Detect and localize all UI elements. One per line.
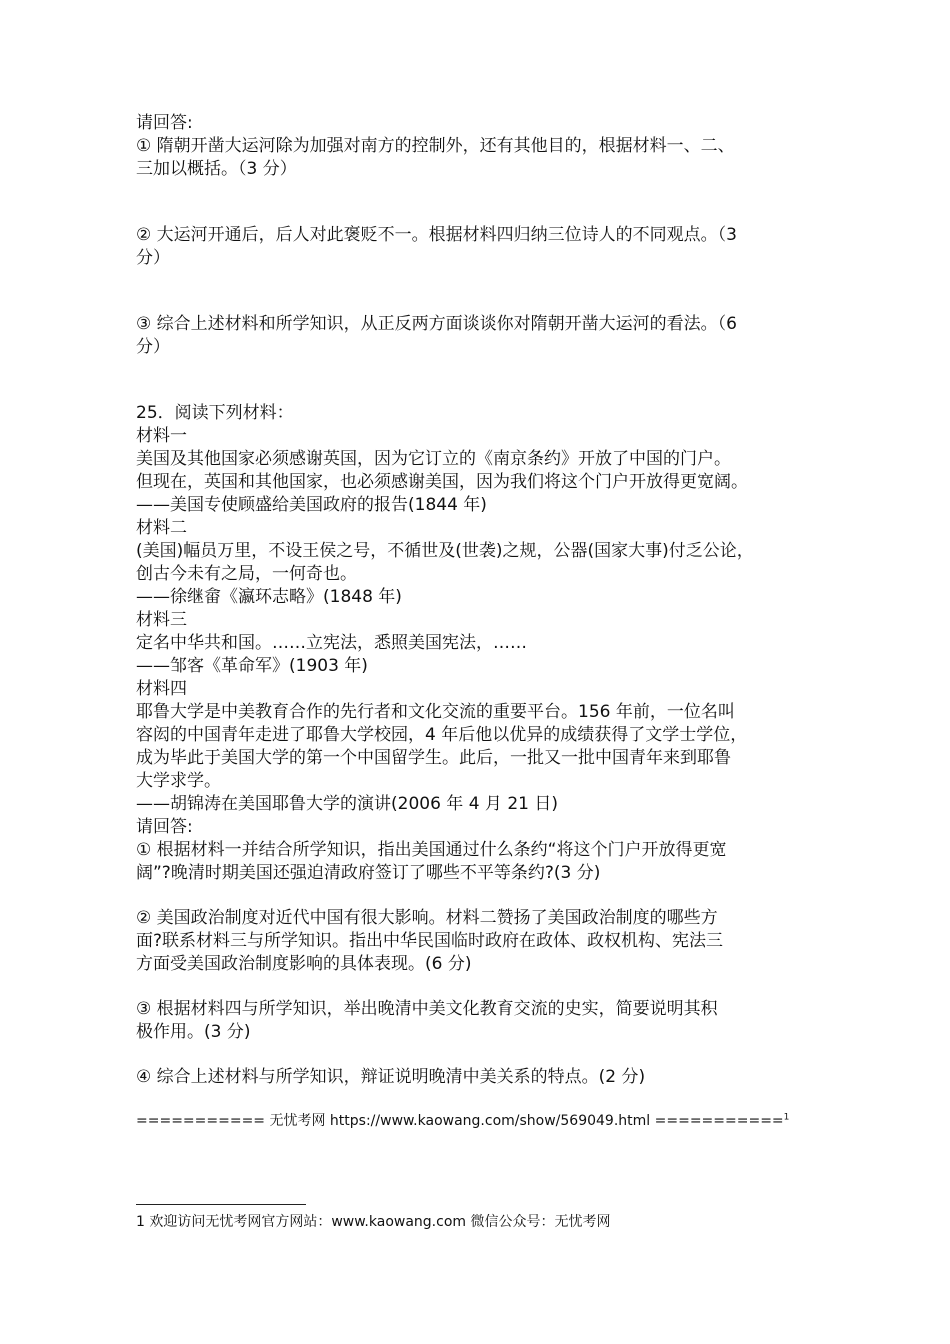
material-2-line-2: 创古今未有之局，一何奇也。 bbox=[136, 564, 357, 584]
footnote-text: 1 欢迎访问无忧考网官方网站：www.kaowang.com 微信公众号：无忧考网 bbox=[136, 1214, 611, 1230]
question-2-line-2: 分） bbox=[136, 248, 170, 268]
answer-heading: 请回答: bbox=[136, 113, 193, 133]
document-body bbox=[136, 112, 836, 1131]
material-1-label: 材料一 bbox=[136, 426, 187, 446]
material-4-source: ——胡锦涛在美国耶鲁大学的演讲(2006 年 4 月 21 日) bbox=[136, 794, 558, 814]
material-4-line-2: 容闳的中国青年走进了耶鲁大学校园，4 年后他以优异的成绩获得了文学士学位， bbox=[136, 725, 748, 745]
footnote-marker: 1 bbox=[783, 1112, 790, 1123]
q25-sub-2-line-2: 面?联系材料三与所学知识。指出中华民国临时政府在政体、政权机构、宪法三 bbox=[136, 931, 724, 951]
material-2-line-1: (美国)幅员万里，不设王侯之号，不循世及(世袭)之规，公器(国家大事)付乏公论， bbox=[136, 541, 754, 561]
material-1-line-1: 美国及其他国家必须感谢英国，因为它订立的《南京条约》开放了中国的门户。 bbox=[136, 449, 731, 469]
q25-sub-3-line-1: ③ 根据材料四与所学知识，举出晚清中美文化教育交流的史实，简要说明其积 bbox=[136, 999, 718, 1019]
material-4-label: 材料四 bbox=[136, 679, 187, 699]
q25-sub-2-line-3: 方面受美国政治制度影响的具体表现。(6 分) bbox=[136, 954, 472, 974]
material-2-label: 材料二 bbox=[136, 518, 187, 538]
question-1-line-2: 三加以概括。（3 分） bbox=[136, 159, 297, 179]
material-4-line-4: 大学求学。 bbox=[136, 771, 221, 791]
material-1-line-2: 但现在，英国和其他国家，也必须感谢美国，因为我们将这个门户开放得更宽阔。 bbox=[136, 472, 748, 492]
q25-answer-heading: 请回答: bbox=[136, 817, 193, 837]
q25-sub-1-line-2: 阔”?晚清时期美国还强迫清政府签订了哪些不平等条约?(3 分) bbox=[136, 863, 601, 883]
q25-sub-2-line-1: ② 美国政治制度对近代中国有很大影响。材料二赞扬了美国政治制度的哪些方 bbox=[136, 908, 718, 928]
q25-sub-4-line-1: ④ 综合上述材料与所学知识，辩证说明晚清中美关系的特点。(2 分) bbox=[136, 1067, 646, 1087]
q25-sub-1-line-1: ① 根据材料一并结合所学知识，指出美国通过什么条约“将这个门户开放得更宽 bbox=[136, 840, 727, 860]
material-3-line-1: 定名中华共和国。……立宪法，悉照美国宪法，…… bbox=[136, 633, 527, 653]
question-1-line-1: ① 隋朝开凿大运河除为加强对南方的控制外，还有其他目的，根据材料一、二、 bbox=[136, 136, 735, 156]
q25-sub-3-line-2: 极作用。(3 分) bbox=[136, 1022, 251, 1042]
q25-title: 25．阅读下列材料： bbox=[136, 403, 294, 423]
material-3-source: ——邹客《革命军》(1903 年) bbox=[136, 656, 368, 676]
material-4-line-1: 耶鲁大学是中美教育合作的先行者和文化交流的重要平台。156 年前，一位名叫 bbox=[136, 702, 735, 722]
material-1-source: ——美国专使顾盛给美国政府的报告(1844 年) bbox=[136, 495, 487, 515]
material-2-source: ——徐继畲《瀛环志略》(1848 年) bbox=[136, 587, 402, 607]
footnote-divider bbox=[136, 1204, 306, 1205]
material-3-label: 材料三 bbox=[136, 610, 187, 630]
source-line-text: =========== 无忧考网 https://www.kaowang.com/show/569049.html =========== bbox=[136, 1113, 784, 1129]
question-3-line-2: 分） bbox=[136, 337, 170, 357]
material-4-line-3: 成为毕此于美国大学的第一个中国留学生。此后，一批又一批中国青年来到耶鲁 bbox=[136, 748, 731, 768]
source-line bbox=[136, 1111, 836, 1131]
question-3-line-1: ③ 综合上述材料和所学知识，从正反两方面谈谈你对隋朝开凿大运河的看法。（6 bbox=[136, 314, 737, 334]
question-2-line-1: ② 大运河开通后，后人对此褒贬不一。根据材料四归纳三位诗人的不同观点。（3 bbox=[136, 225, 737, 245]
